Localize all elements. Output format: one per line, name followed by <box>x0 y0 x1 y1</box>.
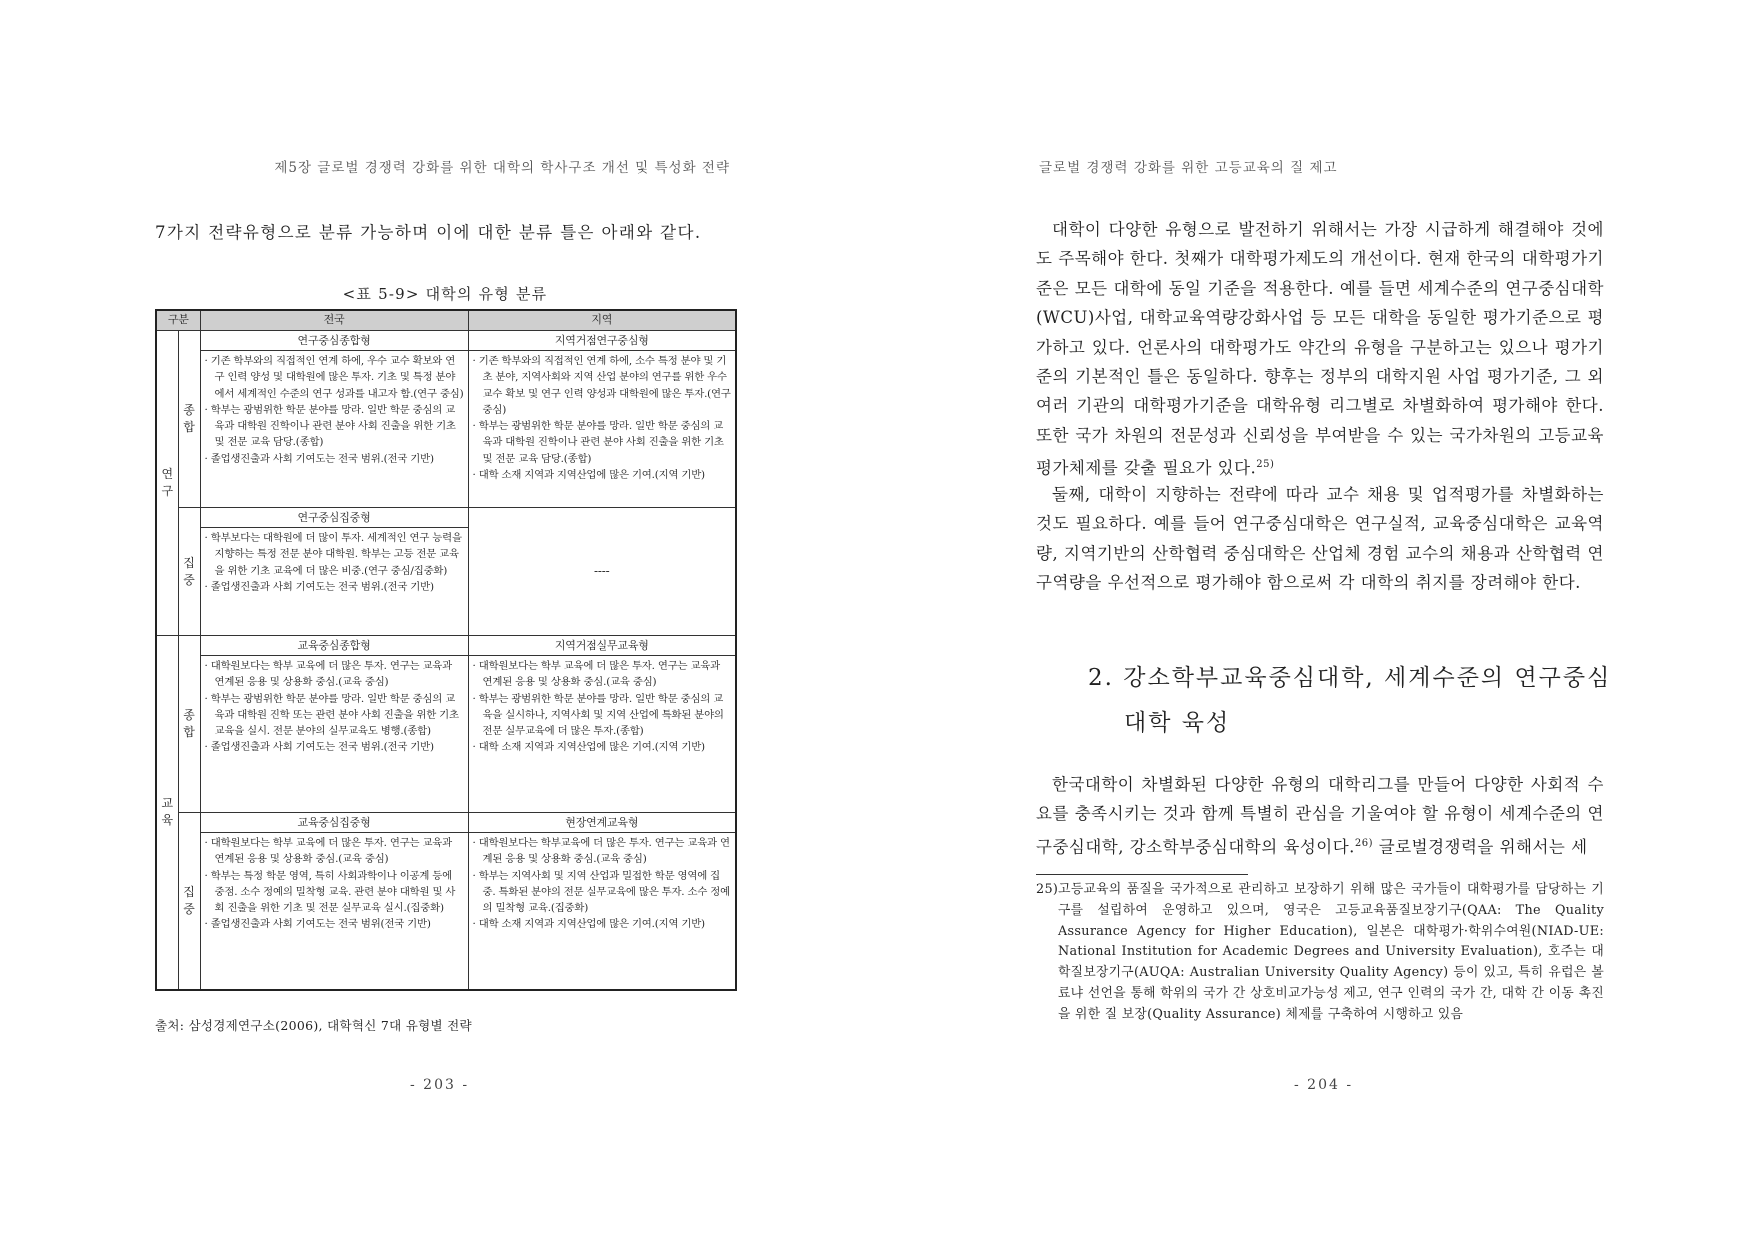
right-page <box>876 0 1753 1240</box>
paragraph-3 <box>1036 770 1604 862</box>
list-item: · 졸업생진출과 사회 기여도는 전국 범위.(전국 기반) <box>205 451 464 467</box>
group-label-education: 교육 <box>156 636 178 990</box>
paragraph-1-text: 대학이 다양한 유형으로 발전하기 위해서는 가장 시급하게 해결해야 것에도 주목해야 한다. 첫째가 대학평가제도의 개선이다. 현재 한국의 대학평가기준은 모든 대학에 동일 기준을 적용한다. 예를 들면 세계수준의 연구중심대학(WCU)사업, 대학교육역량강화사업 등 모든 대학을 동일한 평가기준으로 평가하고 있다. 언론사의 대학평가도 약간의 유형을 구분하고는 있으나 평가기준의 기본적인 틀은 동일하다. 향후는 정부의 대학지원 사업 평가기준, 그 외 여러 기관의 대학평가기준을 대학유형 리그별로 차별화하여 평가해야 한다. 또한 국가 차원의 전문성과 신뢰성을 부여받을 수 있는 국가차원의 고등교육평가체제를 갖출 필요가 있다. <box>1036 220 1604 478</box>
sub-label: 종합 <box>178 636 200 813</box>
sub-label: 종합 <box>178 331 200 508</box>
paragraph-1 <box>1036 215 1604 483</box>
list-item: · 학부는 광범위한 학문 분야를 망라. 일반 학문 중심의 교육과 대학원 진학이나 관련 분야 사회 진출을 위한 기초 및 전문 교육 담당.(종합) <box>205 402 464 451</box>
type-title: 현장연계교육형 <box>469 813 736 833</box>
type-cell <box>200 508 468 636</box>
type-cell <box>468 813 736 990</box>
type-items <box>201 351 468 469</box>
group-label-research: 연구 <box>156 331 178 636</box>
type-cell <box>200 331 468 508</box>
type-items <box>469 351 736 485</box>
left-running-header: 제5장 글로벌 경쟁력 강화를 위한 대학의 학사구조 개선 및 특성화 전략 <box>274 160 730 176</box>
list-item: · 학부는 광범위한 학문 분야를 망라. 일반 학문 중심의 교육과 대학원 진학이나 관련 분야 사회 진출을 위한 기초 및 전문 교육 담당.(종합) <box>473 418 732 467</box>
header-national: 전국 <box>200 310 468 331</box>
list-item: · 학부보다는 대학원에 더 많이 투자. 세계적인 연구 능력을 지향하는 특정 전문 분야 대학원. 학부는 고등 전문 교육을 위한 기초 교육에 더 많은 비중.(연구 중심/집중화) <box>205 530 464 579</box>
type-items <box>469 656 736 758</box>
section-heading <box>1088 656 1618 746</box>
type-items <box>201 528 468 597</box>
paragraph-2 <box>1036 480 1604 598</box>
paragraph-3-text: 한국대학이 차별화된 다양한 유형의 대학리그를 만들어 다양한 사회적 수요를 충족시키는 것과 함께 특별히 관심을 기울여야 할 유형이 세계수준의 연구중심대학, 강소학부중심대학의 육성이다. <box>1036 775 1604 857</box>
type-cell <box>468 636 736 813</box>
list-item: · 졸업생진출과 사회 기여도는 전국 범위.(전국 기반) <box>205 579 464 595</box>
type-title: 연구중심집중형 <box>201 508 468 528</box>
table-row <box>156 331 736 508</box>
footnote-25 <box>1036 880 1604 1026</box>
sub-label: 집중 <box>178 508 200 636</box>
list-item: · 졸업생진출과 사회 기여도는 전국 범위.(전국 기반) <box>205 739 464 755</box>
header-regional: 지역 <box>468 310 736 331</box>
page-number-right: - 204 - <box>1294 1077 1354 1093</box>
list-item: · 졸업생진출과 사회 기여도는 전국 범위(전국 기반) <box>205 916 464 932</box>
table-row <box>156 508 736 636</box>
table-source: 출처: 삼성경제연구소(2006), 대학혁신 7대 유형별 전략 <box>155 1018 472 1033</box>
footnote-ref-25: 25) <box>1256 459 1275 471</box>
list-item: · 대학 소재 지역과 지역산업에 많은 기여.(지역 기반) <box>473 916 732 932</box>
type-title: 연구중심종합형 <box>201 331 468 351</box>
table-caption: <표 5-9> 대학의 유형 분류 <box>342 285 548 303</box>
header-category: 구분 <box>156 310 200 331</box>
type-items <box>201 833 468 935</box>
university-type-table <box>155 309 737 991</box>
list-item: · 대학 소재 지역과 지역산업에 많은 기여.(지역 기반) <box>473 467 732 483</box>
type-title: 교육중심종합형 <box>201 636 468 656</box>
list-item: · 대학원보다는 학부 교육에 더 많은 투자. 연구는 교육과 연계된 응용 및 상용화 중심.(교육 중심) <box>205 658 464 691</box>
list-item: · 학부는 광범위한 학문 분야를 망라. 일반 학문 중심의 교육과 대학원 진학 또는 관련 분야 사회 진출을 위한 기초 교육을 실시. 전문 분야의 실무교육도 병행.(종합) <box>205 691 464 740</box>
type-title: 교육중심집중형 <box>201 813 468 833</box>
type-items <box>201 656 468 758</box>
list-item: · 대학 소재 지역과 지역산업에 많은 기여.(지역 기반) <box>473 739 732 755</box>
list-item: · 학부는 지역사회 및 지역 산업과 밀접한 학문 영역에 집중. 특화된 분야의 전문 실무교육에 많은 투자. 소수 정예의 밀착형 교육.(집중화) <box>473 868 732 917</box>
list-item: · 기존 학부와의 직접적인 연계 하에, 소수 특정 분야 및 기초 분야, 지역사회와 지역 산업 분야의 연구를 위한 우수 교수 확보 및 연구 인력 양성과 대학원에 많은 투자.(연구 중심) <box>473 353 732 418</box>
list-item: · 대학원보다는 학부교육에 더 많은 투자. 연구는 교육과 연계된 응용 및 상용화 중심.(교육 중심) <box>473 835 732 868</box>
sub-label: 집중 <box>178 813 200 990</box>
type-cell <box>200 813 468 990</box>
type-cell <box>468 331 736 508</box>
paragraph-2-text: 둘째, 대학이 지향하는 전략에 따라 교수 채용 및 업적평가를 차별화하는 것도 필요하다. 예를 들어 연구중심대학은 연구실적, 교육중심대학은 교육역량, 지역기반의 산학협력 중심대학은 산업체 경험 교수의 채용과 산학협력 연구역량을 우선적으로 평가해야 함으로써 각 대학의 취지를 장려해야 한다. <box>1036 485 1604 593</box>
type-title: 지역거점실무교육형 <box>469 636 736 656</box>
footnote-25-text: 25)고등교육의 품질을 국가적으로 관리하고 보장하기 위해 많은 국가들이 대학평가를 담당하는 기구를 설립하여 운영하고 있으며, 영국은 고등교육품질보장기구(QAA: The Quality Assurance Agency for Higher Education), 일본은 대학평가·학위수여원(NIAD-UE: National Institution for Academic Degrees and University Evaluation), 호주는 대학질보장기구(AUQA: Australian University Quality Agency) 등이 있고, 특히 유럽은 볼료냐 선언을 통해 학위의 국가 간 상호비교가능성 제고, 연구 인력의 국가 간, 대학 간 이동 촉진을 위한 질 보장(Quality Assurance) 체제를 구축하여 시행하고 있음 <box>1036 882 1604 1022</box>
footnote-ref-26: 26) <box>1354 837 1374 849</box>
list-item: · 대학원보다는 학부 교육에 더 많은 투자. 연구는 교육과 연계된 응용 및 상용화 중심.(교육 중심) <box>205 835 464 868</box>
list-item: · 학부는 특정 학문 영역, 특히 사회과학이나 이공계 등에 중점. 소수 정예의 밀착형 교육. 관련 분야 대학원 및 사회 진출을 위한 기초 및 전문 실무교육 실시.(집중화) <box>205 868 464 917</box>
list-item: · 대학원보다는 학부 교육에 더 많은 투자. 연구는 교육과 연계된 응용 및 상용화 중심.(교육 중심) <box>473 658 732 691</box>
table-row <box>156 813 736 990</box>
left-page <box>0 0 876 1240</box>
heading-line-2: 대학 육성 <box>1124 710 1231 736</box>
table-header-row <box>156 310 736 331</box>
intro-sentence: 7가지 전략유형으로 분류 가능하며 이에 대한 분류 틀은 아래와 같다. <box>155 223 702 242</box>
right-running-header: 글로벌 경쟁력 강화를 위한 고등교육의 질 제고 <box>1039 160 1338 176</box>
table-row <box>156 636 736 813</box>
paragraph-3-tail: 글로벌경쟁력을 위해서는 세 <box>1373 837 1588 857</box>
page-number-left: - 203 - <box>410 1077 470 1093</box>
type-title: 지역거점연구중심형 <box>469 331 736 351</box>
type-cell <box>200 636 468 813</box>
heading-line-1: 2. 강소학부교육중심대학, 세계수준의 연구중심 <box>1088 665 1612 691</box>
empty-cell: ---- <box>468 508 736 636</box>
footnote-divider <box>1036 874 1248 875</box>
type-items <box>469 833 736 935</box>
list-item: · 학부는 광범위한 학문 분야를 망라. 일반 학문 중심의 교육을 실시하나, 지역사회 및 지역 산업에 특화된 분야의 전문 실무교육에 더 많은 투자.(종합) <box>473 691 732 740</box>
list-item: · 기존 학부와의 직접적인 연계 하에, 우수 교수 확보와 연구 인력 양성 및 대학원에 많은 투자. 기초 및 특정 분야에서 세계적인 수준의 연구 성과를 내고자 함.(연구 중심) <box>205 353 464 402</box>
